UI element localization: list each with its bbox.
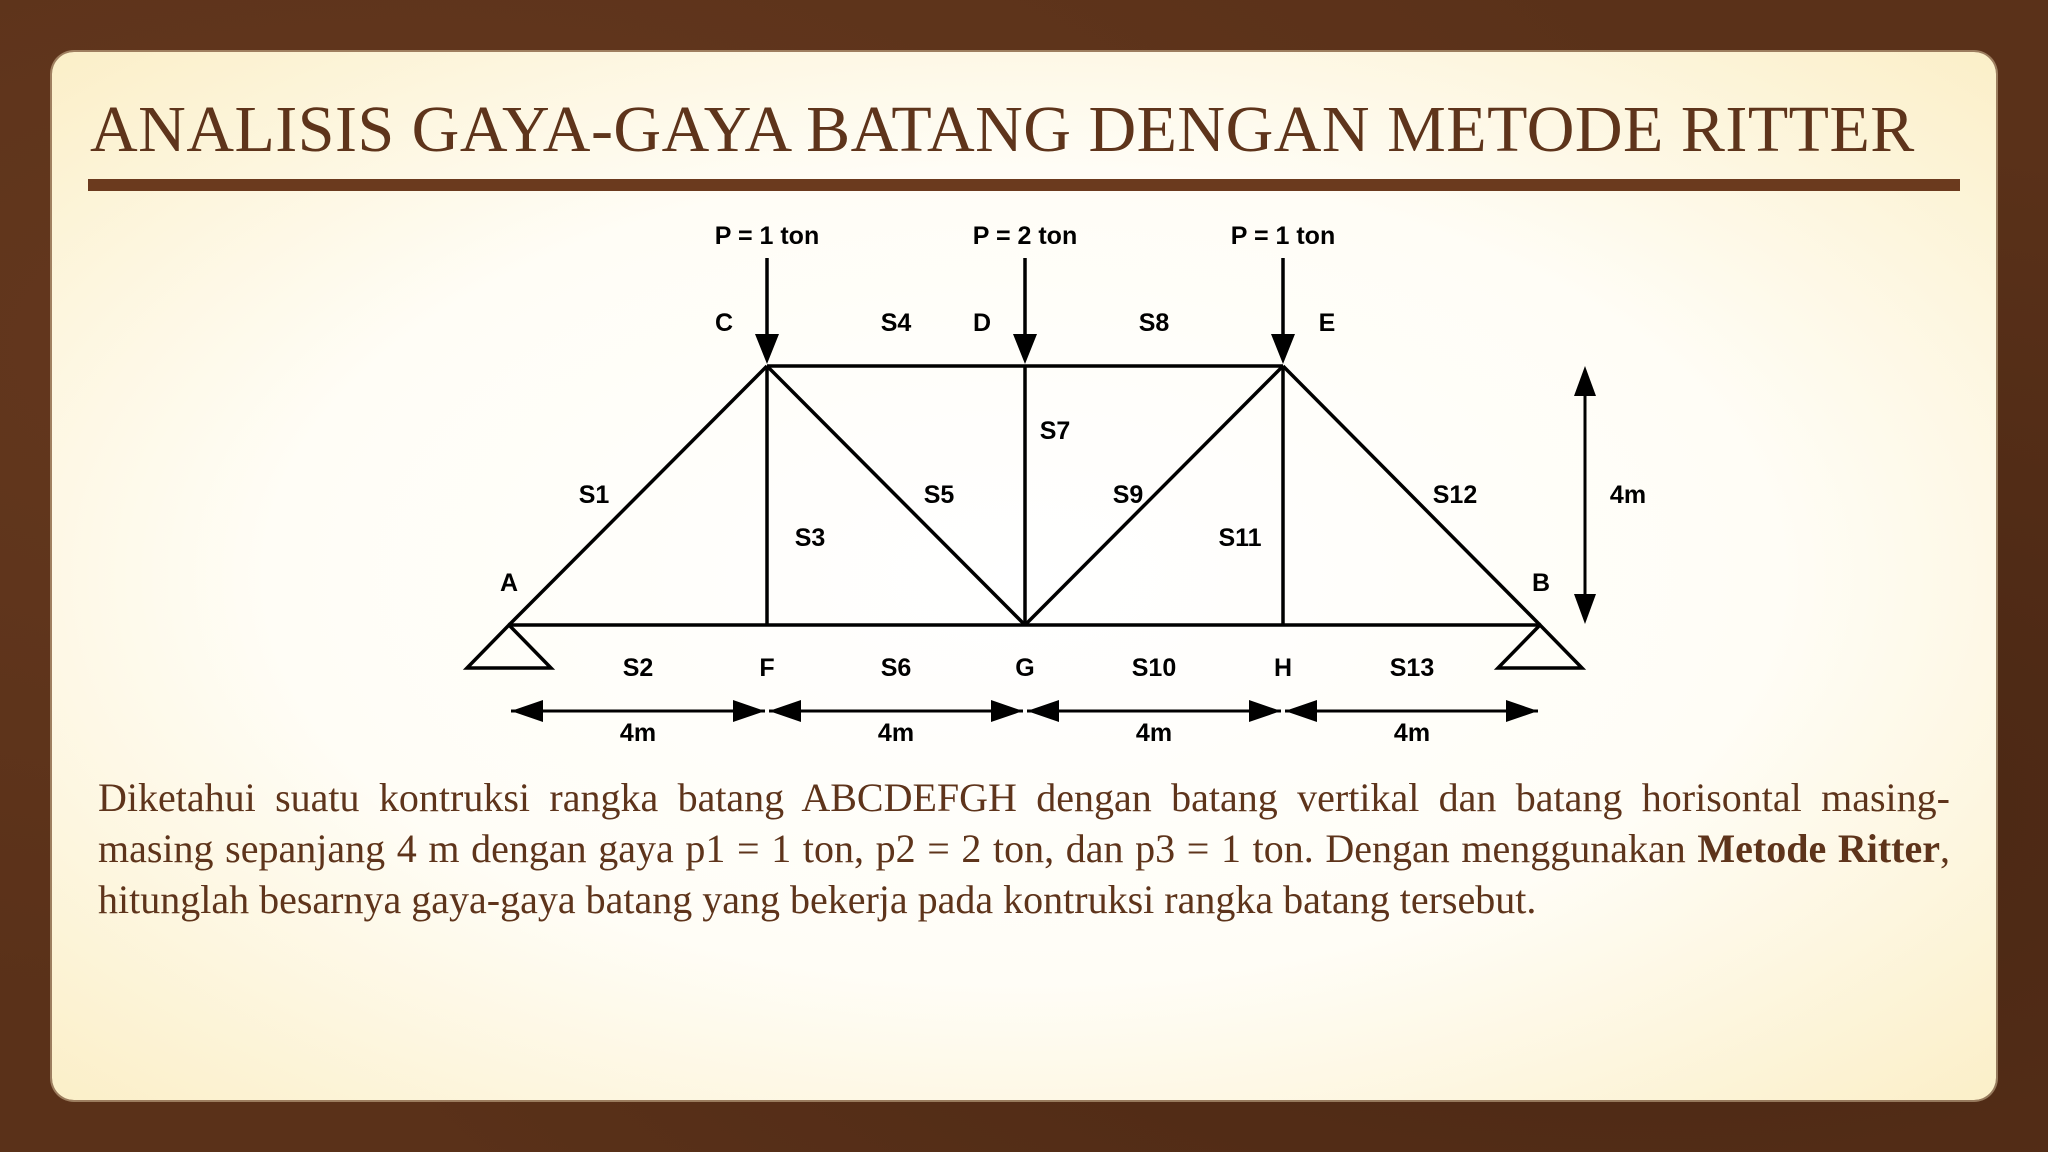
height-arrowhead-bottom <box>1574 594 1596 624</box>
member-label-s4: S4 <box>880 309 912 337</box>
span-arrowhead <box>1249 700 1281 722</box>
span-label-2: 4m <box>877 719 915 747</box>
member-s1 <box>509 366 767 625</box>
slide-title: ANALISIS GAYA-GAYA BATANG DENGAN METODE RITTER <box>90 93 1915 166</box>
member-label-s11: S11 <box>1218 524 1262 552</box>
node-label-b: B <box>1531 569 1551 597</box>
load-label-1: P = 1 ton <box>714 222 820 250</box>
span-arrowhead <box>511 700 543 722</box>
member-label-s7: S7 <box>1039 417 1071 445</box>
span-arrowhead <box>1506 700 1538 722</box>
support-a <box>467 625 551 668</box>
member-label-s13: S13 <box>1389 654 1435 682</box>
height-label: 4m <box>1609 481 1647 509</box>
span-label-1: 4m <box>619 719 657 747</box>
node-label-d: D <box>972 309 992 337</box>
span-label-3: 4m <box>1135 719 1173 747</box>
span-arrowhead <box>991 700 1023 722</box>
slide <box>52 52 1996 1100</box>
node-label-f: F <box>759 654 775 682</box>
span-arrowhead <box>1285 700 1317 722</box>
problem-text-emphasis: Metode Ritter <box>1697 826 1940 871</box>
node-label-e: E <box>1318 309 1336 337</box>
node-label-c: C <box>714 309 734 337</box>
member-s9 <box>1025 366 1283 625</box>
problem-text-part2: , hitunglah besarnya gaya-gaya batang yang bekerja pada kontruksi rangka batang tersebut. <box>98 826 1950 922</box>
load-label-3: P = 1 ton <box>1230 222 1336 250</box>
node-label-g: G <box>1015 654 1035 682</box>
node-label-a: A <box>499 569 519 597</box>
problem-text-part1: Diketahui suatu kontruksi rangka batang ABCDEFGH dengan batang vertikal dan batang horisontal masing-masing sepanjang 4 m dengan gaya p1 = 1 ton, p2 = 2 ton, dan p3 = 1 ton. Dengan menggunakan <box>98 775 1950 871</box>
member-label-s5: S5 <box>923 481 955 509</box>
load-arrowhead-1 <box>755 334 779 364</box>
problem-statement <box>98 772 1950 925</box>
node-label-h: H <box>1273 654 1293 682</box>
span-label-4: 4m <box>1393 719 1431 747</box>
member-label-s1: S1 <box>578 481 610 509</box>
member-label-s12: S12 <box>1432 481 1478 509</box>
member-s5 <box>767 366 1025 625</box>
member-label-s10: S10 <box>1131 654 1177 682</box>
load-arrowhead-2 <box>1013 334 1037 364</box>
truss-diagram <box>52 52 1996 772</box>
member-label-s2: S2 <box>622 654 654 682</box>
support-b <box>1498 625 1582 668</box>
load-label-2: P = 2 ton <box>972 222 1078 250</box>
member-label-s8: S8 <box>1138 309 1170 337</box>
span-arrowhead <box>733 700 765 722</box>
span-arrowhead <box>769 700 801 722</box>
member-s12 <box>1283 366 1540 625</box>
member-label-s6: S6 <box>880 654 912 682</box>
span-arrowhead <box>1027 700 1059 722</box>
member-label-s9: S9 <box>1112 481 1144 509</box>
height-arrowhead-top <box>1574 366 1596 396</box>
load-arrowhead-3 <box>1271 334 1295 364</box>
member-label-s3: S3 <box>794 524 826 552</box>
